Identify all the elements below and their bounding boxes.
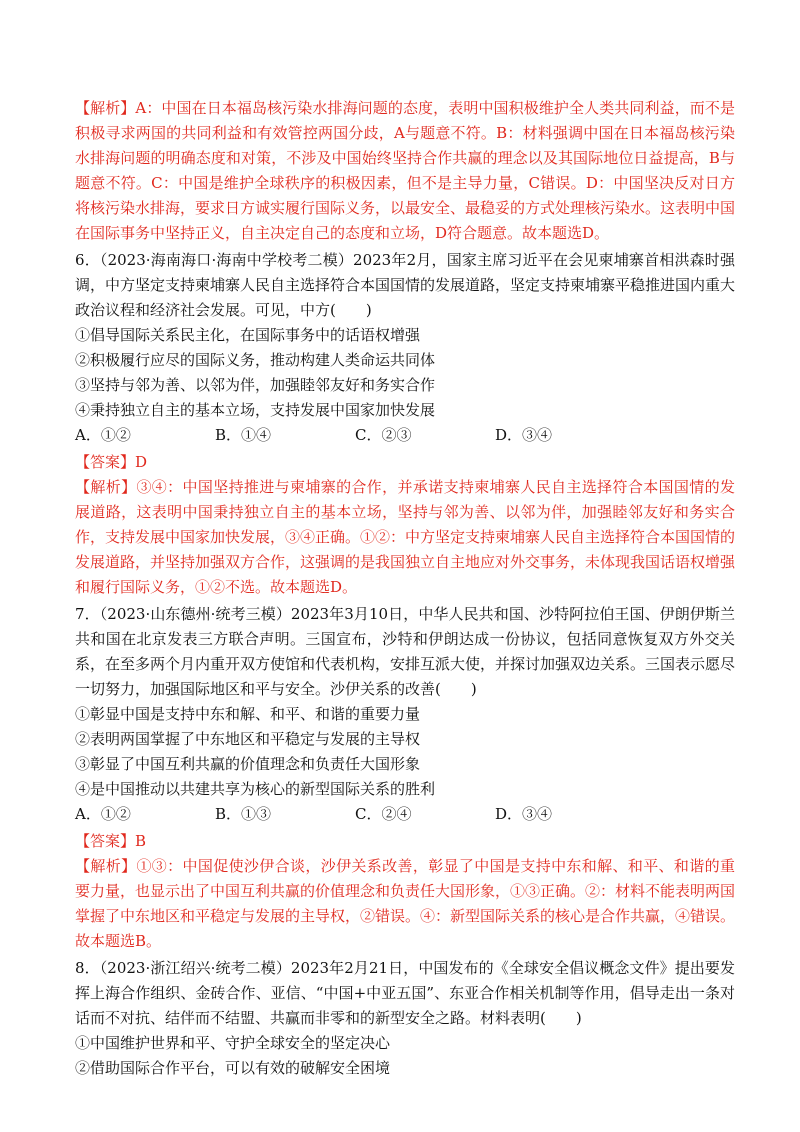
choice-c: C．②③	[355, 426, 412, 444]
answer-label: 【答案】	[75, 832, 136, 850]
question-8-stem: 8．（2023·浙江绍兴·统考二模）2023年2月21日，中国发布的《全球安全倡议概念文件》提出要发挥上海合作组织、金砖合作、亚信、“中国+中亚五国”、东亚合作相关机制等作用，倡导走出一条对话而不对抗、结伴而不结盟、共赢而非零和的新型安全之路。材料表明( )	[75, 959, 735, 1027]
answer-line	[75, 450, 735, 475]
answer-value: B	[135, 832, 147, 850]
answer-label: 【答案】	[75, 453, 136, 471]
choice-c: C．②④	[355, 805, 412, 823]
question-6-option-1: ①倡导国际关系民主化，在国际事务中的话语权增强	[75, 326, 421, 344]
question-6-choices	[75, 423, 735, 448]
choice-d: D．③④	[495, 805, 553, 823]
question-7-stem: 7．（2023·山东德州·统考三模）2023年3月10日，中华人民共和国、沙特阿拉伯王国、伊朗伊斯兰共和国在北京发表三方联合声明。三国宣布，沙特和伊朗达成一份协议，包括同意恢复双方外交关系，在至多两个月内重开双方使馆和代表机构，安排互派大使，并探讨加强双边关系。三国表示愿尽一切努力，加强国际地区和平与安全。沙伊关系的改善( )	[75, 605, 736, 698]
analysis-text: ①③：中国促使沙伊合谈，沙伊关系改善，彰显了中国是支持中东和解、和平、和谐的重要力量，也显示出了中国互利共赢的价值理念和负责任大国形象，①③正确。②：材料不能表明两国掌握了中东地区和平稳定与发展的主导权，②错误。④：新型国际关系的核心是合作共赢，④错误。故本题选B。	[75, 857, 736, 950]
question-6-option-2: ②积极履行应尽的国际义务，推动构建人类命运共同体	[75, 351, 436, 369]
question-7-option-4: ④是中国推动以共建共享为核心的新型国际关系的胜利	[75, 780, 436, 798]
analysis-label: 【解析】	[75, 857, 137, 875]
question-6-option-4: ④秉持独立自主的基本立场，支持发展中国家加快发展	[75, 401, 436, 419]
question-7-option-1: ①彰显中国是支持中东和解、和平、和谐的重要力量	[75, 705, 421, 723]
question-8-option-2: ②借助国际合作平台，可以有效的破解安全困境	[75, 1059, 391, 1077]
choice-b: B．①④	[215, 426, 272, 444]
question-7-option-2: ②表明两国掌握了中东地区和平稳定与发展的主导权	[75, 730, 421, 748]
choice-a: A．①②	[75, 805, 131, 823]
answer-value: D	[135, 453, 148, 471]
analysis-label: 【解析】	[75, 99, 136, 117]
analysis-text: ③④：中国坚持推进与柬埔寨的合作，并承诺支持柬埔寨人民自主选择符合本国国情的发展道路，这表明中国秉持独立自主的基本立场，坚持与邻为善、以邻为伴，加强睦邻友好和务实合作，支持发展中国家加快发展，③④正确。①②：中方坚定支持柬埔寨人民自主选择符合本国国情的发展道路，并坚持加强双方合作，这强调的是我国独立自主地应对外交事务，未体现我国话语权增强和履行国际义务，①②不选。故本题选D。	[75, 478, 736, 596]
analysis-text: A：中国在日本福岛核污染水排海问题的态度，表明中国积极维护全人类共同利益，而不是积极寻求两国的共同利益和有效管控两国分歧，A与题意不符。B：材料强调中国在日本福岛核污染水排海问题的明确态度和对策，不涉及中国始终坚持合作共赢的理念以及其国际地位日益提高，B与题意不符。C：中国是维护全球秩序的积极因素，但不是主导力量，C错误。D：中国坚决反对日方将核污染水排海，要求日方诚实履行国际义务，以最安全、最稳妥的方式处理核污染水。这表明中国在国际事务中坚持正义，自主决定自己的态度和立场，D符合题意。故本题选D。	[75, 99, 736, 242]
answer-line	[75, 829, 735, 854]
analysis-paragraph	[75, 854, 735, 954]
analysis-paragraph	[75, 475, 735, 600]
question-7-option-3: ③彰显了中国互利共赢的价值理念和负责任大国形象	[75, 755, 421, 773]
question-8-option-1: ①中国维护世界和平、守护全球安全的坚定决心	[75, 1034, 391, 1052]
choice-d: D．③④	[495, 426, 553, 444]
choice-b: B．①③	[215, 805, 272, 823]
question-7-choices	[75, 802, 735, 827]
question-6-stem: 6．（2023·海南海口·海南中学校考二模）2023年2月，国家主席习近平在会见柬埔寨首相洪森时强调，中方坚定支持柬埔寨人民自主选择符合本国国情的发展道路，坚定支持柬埔寨平稳推进国内重大政治议程和经济社会发展。可见，中方( )	[75, 251, 736, 319]
analysis-label: 【解析】	[75, 478, 137, 496]
analysis-paragraph	[75, 96, 735, 246]
question-6-option-3: ③坚持与邻为善、以邻为伴，加强睦邻友好和务实合作	[75, 376, 436, 394]
choice-a: A．①②	[75, 426, 131, 444]
document-content	[75, 96, 735, 1081]
